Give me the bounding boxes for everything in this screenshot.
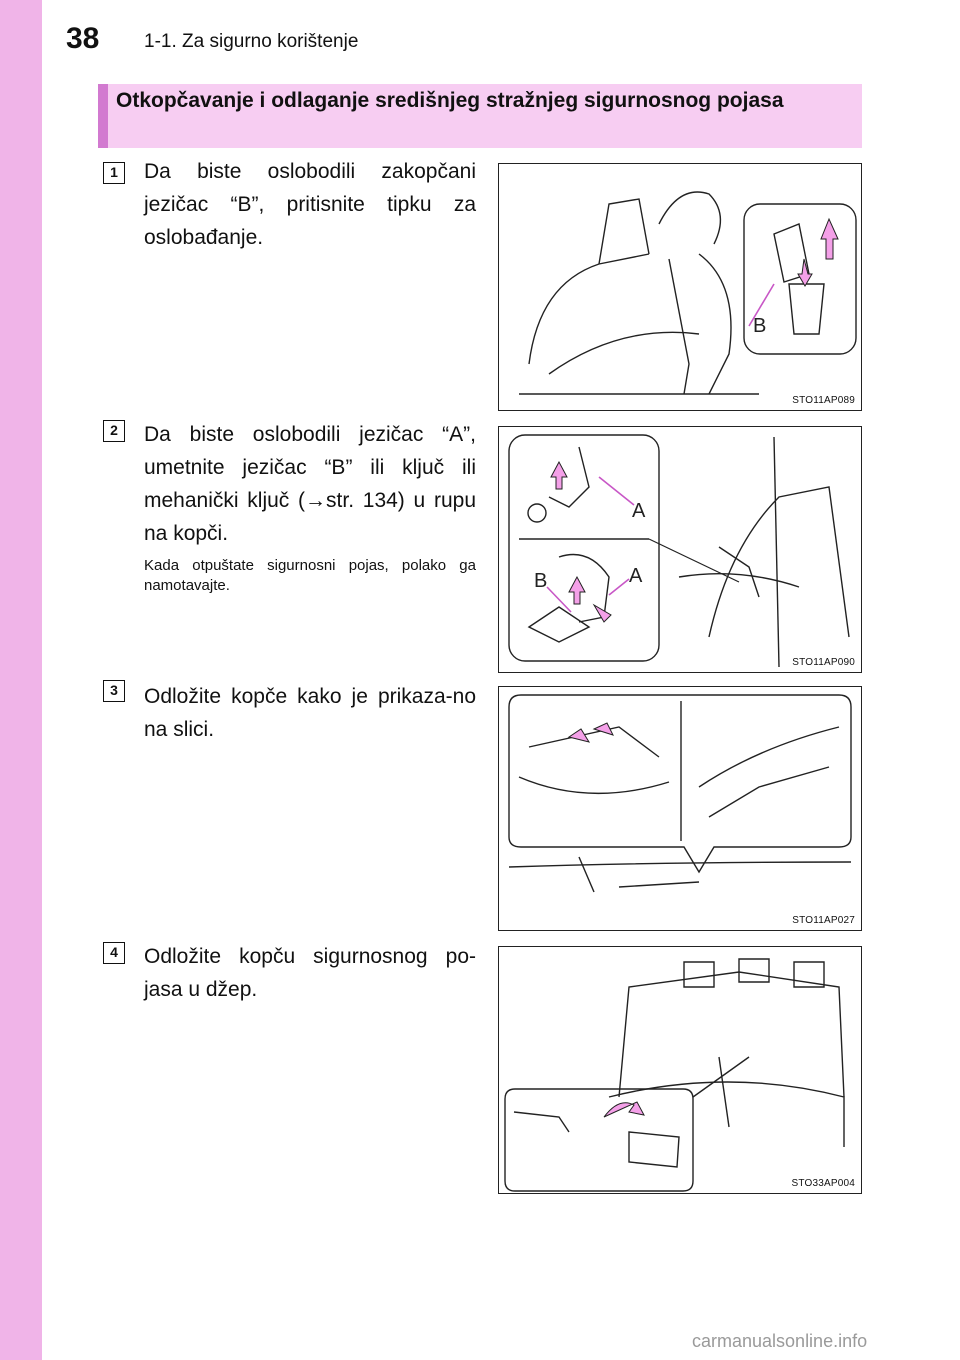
buckle-pocket-drawing [499,947,862,1194]
illustration-step-3 [498,686,862,931]
label-a-bottom: A [629,565,643,587]
illustration-code-3: STO11AP027 [792,915,855,926]
label-b: B [753,315,767,337]
section-title-bar [98,84,862,148]
section-accent [98,84,108,148]
illustration-code-4: STO33AP004 [791,1178,855,1189]
step-text-2: Da biste oslobodili jezičac “A”, umetnite jezičac “B” ili ključ ili mehanički ključ (→str. 134) u rupu na kopči. [144,423,476,545]
label-b: B [534,570,548,592]
illustration-code-2: STO11AP090 [792,657,855,668]
section-title: Otkopčavanje i odlaganje središnjeg stražnjeg sigurnosnog pojasa [116,89,784,112]
step-text-3: Odložite kopče kako je prikaza-no na slici. [144,685,476,741]
step-note-2: Kada otpuštate sigurnosni pojas, polako ga namotavajte. [144,557,476,594]
step-text-4: Odložite kopču sigurnosnog po-jasa u džep. [144,945,476,1001]
page-number: 38 [66,22,100,55]
illustration-step-2 [498,426,862,673]
step-number-1: 1 [103,162,125,184]
illustration-code-1: STO11AP089 [792,395,855,406]
seat-buckle-release-drawing [499,164,862,411]
label-a-top: A [632,500,646,522]
step-number-3: 3 [103,680,125,702]
illustration-step-4 [498,946,862,1194]
illustration-step-1 [498,163,862,411]
step-text-1: Da biste oslobodili zakopčani jezičac “B”, pritisnite tipku za oslobađanje. [144,160,476,249]
buckle-storage-drawing [499,687,862,931]
chapter-header: 1-1. Za sigurno korištenje [144,31,359,52]
tongue-release-drawing [499,427,862,673]
step-number-4: 4 [103,942,125,964]
step-number-2: 2 [103,420,125,442]
watermark: carmanualsonline.info [692,1331,868,1351]
side-tab-strip [0,0,42,1360]
